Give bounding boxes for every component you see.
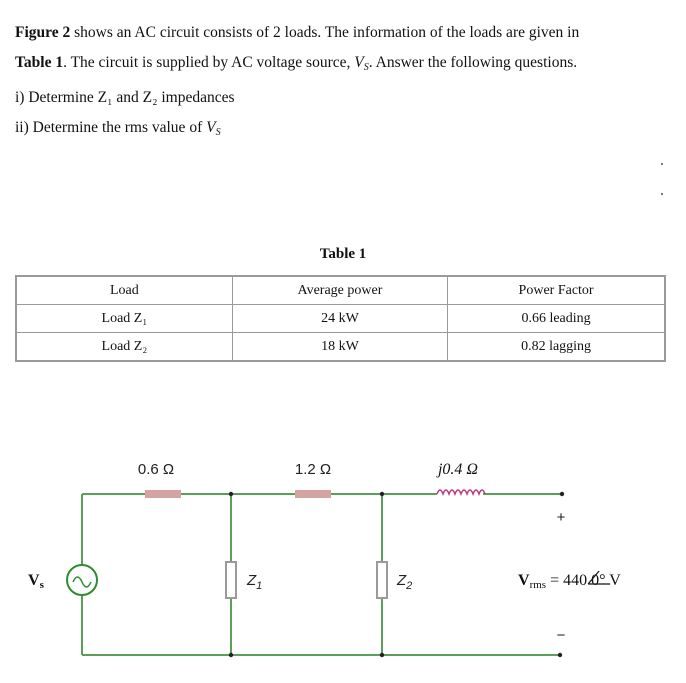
intro-line-2 xyxy=(15,48,675,83)
table-title: Table 1 xyxy=(319,246,367,262)
q2-vs-symbol: V xyxy=(206,119,216,136)
intro-text-3: . Answer the following questions. xyxy=(368,54,578,71)
problem-statement xyxy=(15,18,675,148)
figure-ref: Figure 2 xyxy=(15,24,71,41)
table-header-row xyxy=(16,276,665,305)
load-z1 xyxy=(226,562,236,598)
header-average-power: Average power xyxy=(232,276,447,305)
intro-line-1 xyxy=(15,18,675,48)
minus-sign: − xyxy=(556,627,566,644)
terminal-minus xyxy=(558,653,562,657)
table-row xyxy=(16,333,665,362)
question-2 xyxy=(15,113,675,148)
question-1: i) Determine Z₁ and Z₂ impedances xyxy=(15,89,235,106)
question-2-text: ii) Determine the rms value of xyxy=(15,119,207,136)
load-power: 24 kW xyxy=(232,305,447,333)
terminal-plus xyxy=(560,492,564,496)
z2-label: $Z_2$ xyxy=(397,572,413,592)
vs-subscript: S xyxy=(363,62,369,73)
node xyxy=(380,653,384,657)
load-pf: 0.82 lagging xyxy=(448,333,665,362)
circuit-wires xyxy=(82,494,562,655)
stray-mark xyxy=(661,193,663,195)
node xyxy=(229,653,233,657)
loads-table xyxy=(15,275,666,362)
node xyxy=(380,492,384,496)
load-name: Load Z₂ xyxy=(16,333,232,362)
inductor-label: j0.4 Ω xyxy=(437,461,479,478)
plus-sign: + xyxy=(556,509,566,526)
vrms-label: Vrms = 440 0° V xyxy=(518,572,621,591)
load-name: Load Z₁ xyxy=(16,305,232,333)
load-power: 18 kW xyxy=(232,333,447,362)
circuit-diagram xyxy=(0,440,686,683)
header-load: Load xyxy=(16,276,232,305)
intro-text-2: . The circuit is supplied by AC voltage source, xyxy=(63,54,355,71)
load-z2 xyxy=(377,562,387,598)
resistor-0-6 xyxy=(145,490,181,498)
table-row xyxy=(16,305,665,333)
stray-mark xyxy=(661,163,663,165)
r2-label: 1.2 Ω xyxy=(294,461,332,478)
resistor-1-2 xyxy=(295,490,331,498)
header-power-factor: Power Factor xyxy=(448,276,665,305)
q2-vs-subscript: S xyxy=(215,127,221,138)
load-pf: 0.66 leading xyxy=(448,305,665,333)
intro-text-1: shows an AC circuit consists of 2 loads. The information of the loads are given in xyxy=(70,24,580,41)
ac-source-icon xyxy=(67,565,97,595)
source-label: Vs xyxy=(28,572,44,591)
inductor-j0-4 xyxy=(437,490,485,494)
z1-label: $Z_1$ xyxy=(247,572,263,592)
r1-label: 0.6 Ω xyxy=(137,461,175,478)
node xyxy=(229,492,233,496)
table-ref: Table 1 xyxy=(15,54,64,71)
vs-symbol: V xyxy=(354,54,364,71)
